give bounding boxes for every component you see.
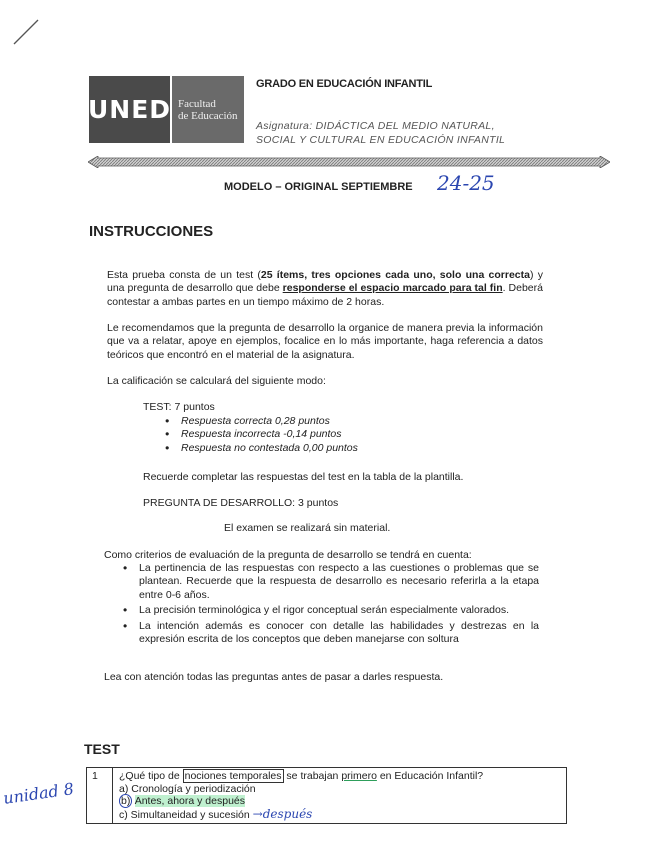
underlined-term: primero — [341, 770, 377, 782]
scoring-item: • Respuesta correcta 0,28 puntos — [163, 415, 358, 428]
handwritten-year: 24-25 — [437, 171, 495, 195]
test-title: TEST — [84, 741, 120, 757]
question-body — [119, 770, 483, 821]
instructions-title: INSTRUCCIONES — [89, 223, 214, 240]
question-number-column — [87, 768, 113, 823]
scoring-item: • Respuesta no contestada 0,00 puntos — [163, 442, 358, 455]
no-material-note: El examen se realizará sin material. — [224, 522, 391, 534]
instructions-paragraph-3: La calificación se calculará del siguiente modo: — [107, 375, 326, 387]
question-text: ¿Qué tipo de nociones temporales se trabajan primero en Educación Infantil? — [119, 770, 484, 782]
essay-points-label: PREGUNTA DE DESARROLLO: 3 puntos — [143, 497, 339, 509]
subject-title: Asignatura: DIDÁCTICA DEL MEDIO NATURAL, SOCIAL Y CULTURAL EN EDUCACIÓN INFANTIL — [256, 120, 506, 146]
option-b-letter: b) — [121, 795, 131, 807]
faculty-line-2: de Educación — [178, 109, 238, 122]
exam-model: MODELO – ORIGINAL SEPTIEMBRE — [224, 181, 413, 193]
pen-mark — [10, 18, 40, 48]
criteria-intro: Como criterios de evaluación de la pregunta de desarrollo se tendrá en cuenta: — [104, 549, 472, 561]
degree-title: GRADO EN EDUCACIÓN INFANTIL — [256, 78, 433, 90]
criteria-item: • La precisión terminológica y el rigor conceptual serán especialmente valorados. — [121, 604, 539, 617]
option-b-text: Antes, ahora y después — [134, 795, 246, 807]
question-table — [86, 767, 567, 824]
row-divider — [87, 823, 566, 824]
scoring-list — [163, 415, 358, 455]
option-c: c) Simultaneidad y sucesión →después — [119, 806, 313, 821]
boxed-term: nociones temporales — [184, 770, 282, 782]
scoring-item: • Respuesta incorrecta -0,14 puntos — [163, 428, 358, 441]
header-divider-arrow — [88, 156, 610, 168]
instructions-paragraph-1: Esta prueba consta de un test (25 ítems, tres opciones cada uno, solo una correcta) y una pregunta de desarrollo que debe responderse el espacio marcado para tal fin. Deberá contestar a ambas partes en un tiempo máximo de 2 horas. — [107, 269, 543, 308]
handwritten-answer-note: →después — [252, 806, 313, 821]
criteria-item: • La pertinencia de las respuestas con respecto a las cuestiones o problemas que se plantean. Recuerde que la respuesta de desarrollo es necesario referirla a la etapa entre 0-6 años. — [121, 562, 539, 602]
faculty-logo — [172, 76, 244, 143]
reminder-text: Recuerde completar las respuestas del test en la tabla de la plantilla. — [143, 471, 464, 483]
criteria-list — [121, 562, 539, 646]
test-points-label: TEST: 7 puntos — [143, 401, 215, 413]
final-note: Lea con atención todas las preguntas antes de pasar a darles respuesta. — [104, 671, 444, 683]
criteria-item: • La intención además es conocer con detalle las habilidades y destrezas en la expresión escrita de los conceptos que deben manejarse con soltura — [121, 620, 539, 647]
question-number: 1 — [92, 770, 98, 782]
faculty-line-1: Facultad — [178, 97, 216, 110]
uned-logo: UNED — [89, 76, 170, 143]
option-a: a) Cronología y periodización — [119, 782, 256, 795]
instructions-paragraph-2: Le recomendamos que la pregunta de desarrollo la organice de manera previa la información que va a relatar, apoye en ejemplos, focalice en lo más importante, haga referencia a datos teóricos que encontró en el material de la asignatura. — [107, 322, 543, 361]
handwritten-side-note: unidad 8 — [2, 779, 75, 808]
